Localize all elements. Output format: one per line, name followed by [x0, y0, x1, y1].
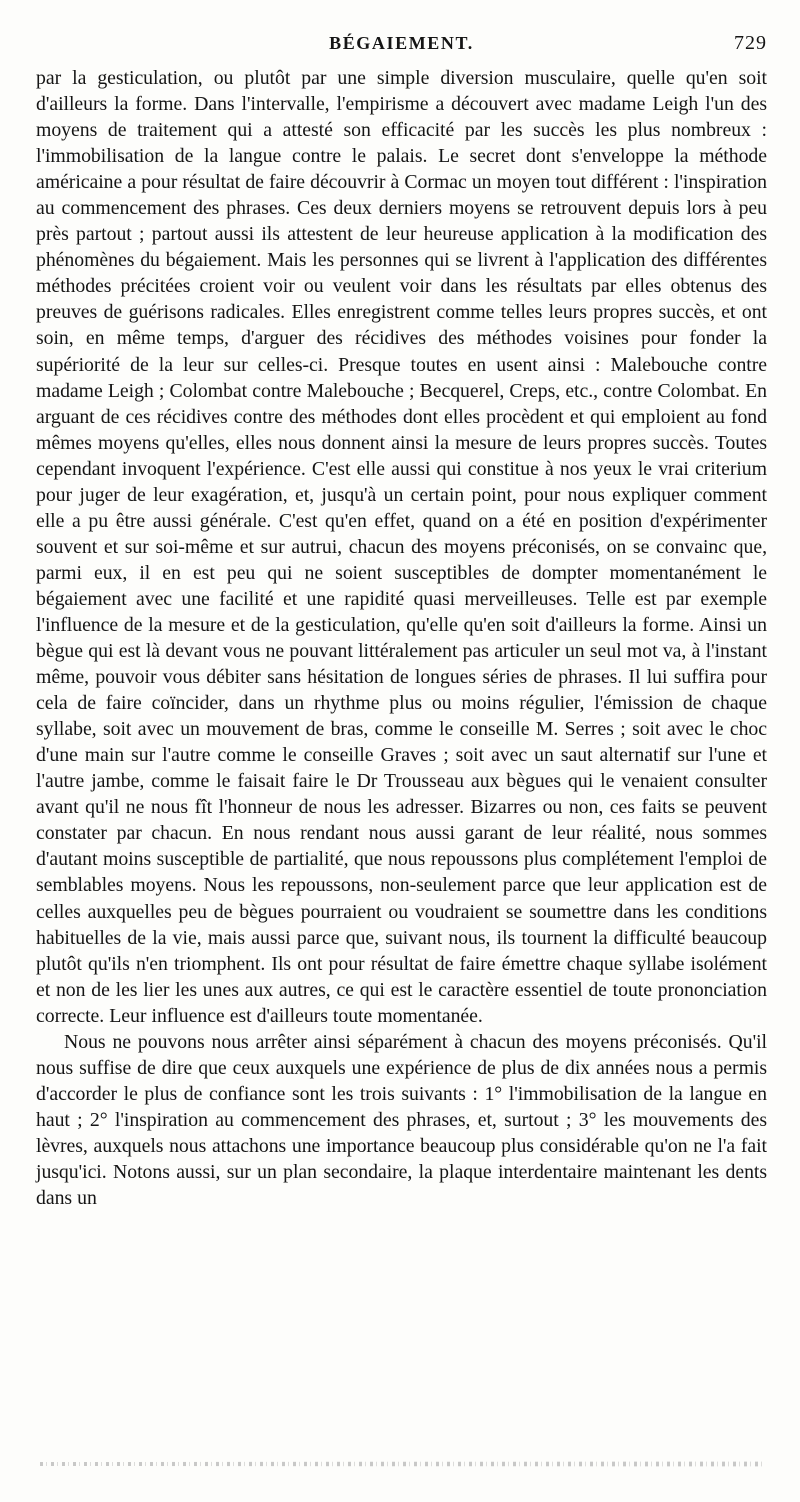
- page-number: 729: [734, 32, 767, 54]
- paragraph-continued: par la gesticulation, ou plutôt par une simple diversion musculaire, quelle qu'en soit d'ailleurs la forme. Dans l'intervalle, l'empirisme a découvert avec madame Leigh l'un des moyens de traitement qui a attesté son efficacité par les succès les plus nombreux : l'immobilisation de la langue contre le palais. Le secret dont s'enveloppe la méthode américaine a pour résultat de faire découvrir à Cormac un moyen tout différent : l'inspiration au commencement des phrases. Ces deux derniers moyens se retrouvent depuis lors à peu près partout ; partout aussi ils attestent de leur heureuse application à la modification des phénomènes du bégaiement. Mais les personnes qui se livrent à l'application des différentes méthodes précitées croient voir ou veulent voir dans les résultats par elles obtenus des preuves de guérisons radicales. Elles enregistrent comme telles leurs propres succès, et ont soin, en même temps, d'arguer des récidives des méthodes voisines pour fonder la supériorité de la leur sur celles-ci. Presque toutes en usent ainsi : Malebouche contre madame Leigh ; Colombat contre Malebouche ; Becquerel, Creps, etc., contre Colombat. En arguant de ces récidives contre des méthodes dont elles procèdent et qui emploient au fond mêmes moyens qu'elles, elles nous donnent ainsi la mesure de leurs propres succès. Toutes cependant invoquent l'expérience. C'est elle aussi qui constitue à nos yeux le vrai criterium pour juger de leur exagération, et, jusqu'à un certain point, pour nous expliquer comment elle a pu être aussi générale. C'est qu'en effet, quand on a été en position d'expérimenter souvent et sur soi-même et sur autrui, chacun des moyens préconisés, on se convainc que, parmi eux, il en est peu qui ne soient susceptibles de dompter momentanément le bégaiement avec une facilité et une rapidité quasi merveilleuses. Telle est par exemple l'influence de la mesure et de la gesticulation, qu'elle qu'en soit d'ailleurs la forme. Ainsi un bègue qui est là devant vous ne pouvant littéralement pas articuler un seul mot va, à l'instant même, pouvoir vous débiter sans hésitation de longues séries de phrases. Il lui suffira pour cela de faire coïncider, dans un rhythme plus ou moins régulier, l'émission de chaque syllabe, soit avec un mouvement de bras, comme le conseille M. Serres ; soit avec le choc d'une main sur l'autre comme le conseille Graves ; soit avec un saut alternatif sur l'une et l'autre jambe, comme le faisait faire le Dr Trousseau aux bègues qui le venaient consulter avant qu'il ne nous fît l'honneur de nous les adresser. Bizarres ou non, ces faits se peuvent constater par chacun. En nous rendant nous aussi garant de leur réalité, nous sommes d'autant moins susceptible de partialité, que nous repoussons plus complétement l'emploi de semblables moyens. Nous les repoussons, non-seulement parce que leur application est de celles auxquelles peu de bègues pourraient ou voudraient se soumettre dans les conditions habituelles de la vie, mais aussi parce que, suivant nous, ils tournent la difficulté beaucoup plutôt qu'ils n'en triomphent. Ils ont pour résultat de faire émettre chaque syllabe isolément et non de les lier les unes aux autres, ce qui est le caractère essentiel de toute prononciation correcte. Leur influence est d'ailleurs toute momentanée.: [36, 67, 767, 1027]
- running-head-title: BÉGAIEMENT.: [329, 33, 474, 53]
- bottom-footer-rule: [40, 1460, 764, 1468]
- paragraph-new: Nous ne pouvons nous arrêter ainsi séparément à chacun des moyens préconisés. Qu'il nous suffise de dire que ceux auxquels une expérience de plus de dix années nous a permis d'accorder le plus de confiance sont les trois suivants : 1° l'immobilisation de la langue en haut ; 2° l'inspiration au commencement des phrases, et, surtout ; 3° les mouvements des lèvres, auxquels nous attachons une importance beaucoup plus considérable qu'on ne l'a fait jusqu'ici. Notons aussi, sur un plan secondaire, la plaque interdentaire maintenant les dents dans un: [36, 1030, 767, 1210]
- body-text: [36, 65, 767, 1211]
- running-head: [36, 31, 767, 61]
